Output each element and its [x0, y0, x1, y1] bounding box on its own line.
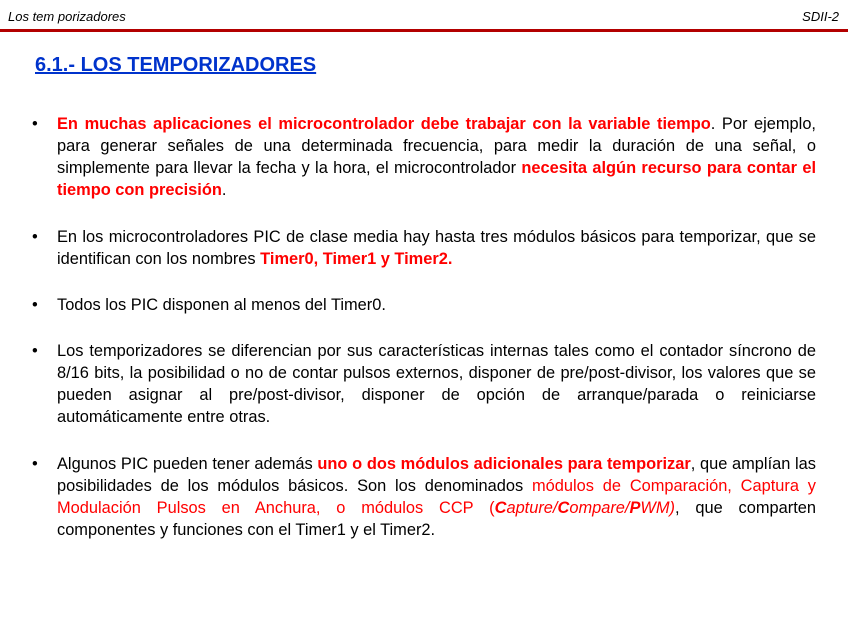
bullet-icon: • — [32, 342, 38, 360]
ccp-letter-c: C — [557, 499, 570, 517]
ccp-paren: ( — [473, 499, 495, 517]
bullet-icon: • — [32, 296, 38, 314]
header-doc-code: SDII-2 — [802, 9, 839, 24]
item-text: . Por ejemplo, para generar señales de una determinada frecuencia, para medir la duración de una señal, o simplemente para llevar la fecha y la hora, el microcontrolador — [57, 115, 816, 177]
ccp-letter-c: C — [494, 499, 507, 517]
list-item — [30, 226, 816, 270]
list-item — [30, 340, 816, 428]
item-highlight: En muchas aplicaciones el microcontrolador debe trabajar con la variable tiempo — [57, 115, 711, 133]
list-item — [30, 113, 816, 201]
item-text: , que amplían las posibilidades de los módulos básicos. Son los denominados — [57, 455, 816, 495]
ccp-letter-p: P — [629, 499, 641, 517]
ccp-word: ompare/ — [569, 499, 630, 517]
item-text: En los microcontroladores PIC de clase media hay hasta tres módulos básicos para temporizar, que se identifican con los nombres — [57, 228, 816, 268]
item-text: Todos los PIC disponen al menos del Timer0. — [57, 296, 386, 314]
header-rule — [0, 29, 848, 32]
item-text: . — [221, 181, 227, 199]
ccp-word: WM) — [640, 499, 675, 517]
page-title: 6.1.- LOS TEMPORIZADORES — [35, 54, 317, 76]
header-section-title: Los tem porizadores — [8, 9, 126, 24]
item-highlight: necesita algún recurso para contar el tiempo con precisión — [57, 159, 817, 199]
item-text: Algunos PIC pueden tener además — [57, 455, 318, 473]
item-text: , que comparten componentes y funciones con el Timer1 y el Timer2. — [57, 499, 817, 539]
bullet-icon: • — [32, 228, 38, 246]
list-item — [30, 453, 816, 541]
ccp-word: apture/ — [506, 499, 558, 517]
bullet-icon: • — [32, 115, 38, 133]
item-highlight: uno o dos módulos adicionales para temporizar — [317, 455, 691, 473]
bullet-icon: • — [32, 455, 38, 473]
item-text: Los temporizadores se diferencian por sus características internas tales como el contador síncrono de 8/16 bits, la posibilidad o no de contar pulsos externos, disponer de pre/post-divisor, los valores que se pueden asignar al pre/post-divisor, disponer de opción de arranque/parada o reiniciarse automáticamente entre otras. — [57, 342, 816, 426]
item-highlight: Timer0, Timer1 y Timer2. — [260, 250, 453, 268]
list-item — [30, 294, 386, 316]
item-highlight-ccp: módulos de Comparación, Captura y Modulación Pulsos en Anchura, o módulos CCP — [57, 477, 816, 517]
